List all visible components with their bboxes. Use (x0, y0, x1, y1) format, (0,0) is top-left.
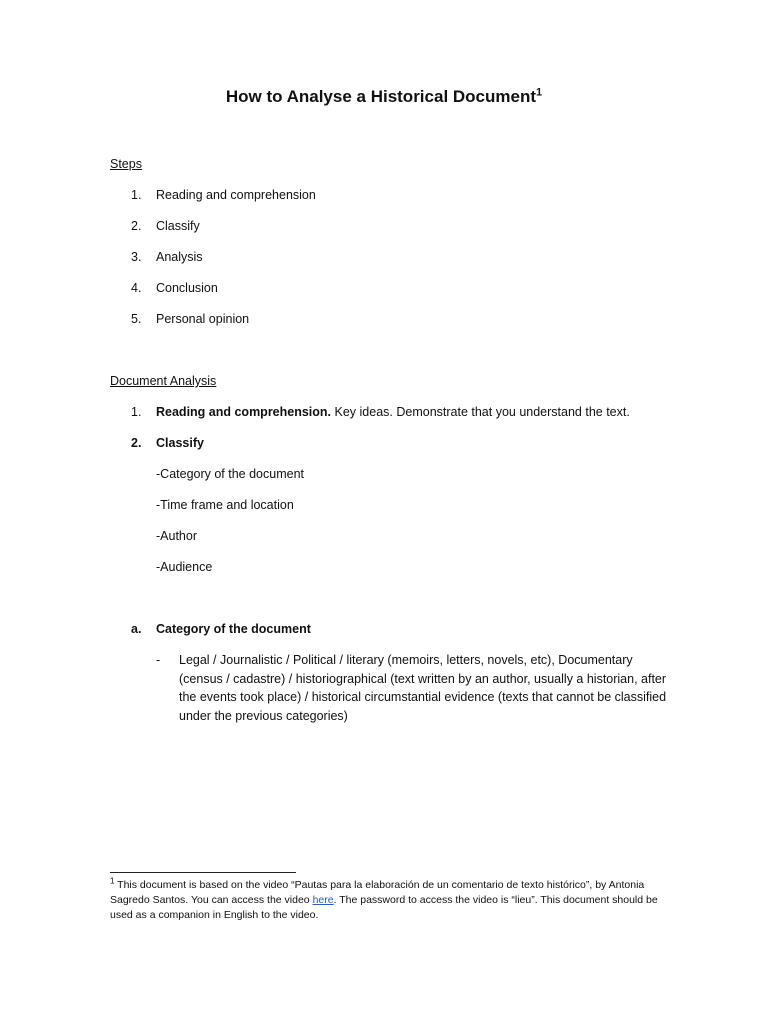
footnote-text-before-link: This document is based on the video “Pautas para la elaboración de un comentario de texto histórico”, by Antonia Sagredo Santos. You can access the video (110, 879, 645, 906)
category-bullet-dash: - (156, 653, 161, 667)
document-analysis-heading: Document Analysis (110, 374, 217, 388)
step-number: 3. (131, 250, 142, 264)
footnote-video-link[interactable]: here (312, 894, 334, 906)
step-item-analysis: Analysis (156, 250, 203, 264)
footnote-marker: 1 (110, 876, 115, 886)
subsection-a-label: a. (131, 622, 142, 636)
analysis-number-1: 1. (131, 405, 142, 419)
analysis-item-reading-text: Key ideas. Demonstrate that you understand the text. (331, 405, 630, 419)
classify-subitem-audience: -Audience (156, 560, 213, 574)
footnote (110, 878, 670, 923)
step-item-personal-opinion: Personal opinion (156, 312, 250, 326)
title-footnote-marker: 1 (536, 86, 543, 99)
step-item-reading: Reading and comprehension (156, 188, 316, 202)
step-number: 2. (131, 219, 142, 233)
subsection-a-title: Category of the document (156, 622, 311, 636)
classify-subitem-timeframe: -Time frame and location (156, 498, 294, 512)
page-title (0, 87, 768, 107)
step-number: 4. (131, 281, 142, 295)
classify-subitem-category: -Category of the document (156, 467, 304, 481)
step-number: 1. (131, 188, 142, 202)
step-item-conclusion: Conclusion (156, 281, 218, 295)
analysis-item-reading-bold: Reading and comprehension. (156, 405, 332, 419)
title-text: How to Analyse a Historical Document (225, 87, 537, 106)
step-item-classify: Classify (156, 219, 200, 233)
analysis-item-classify: Classify (156, 436, 204, 450)
footnote-separator (110, 872, 296, 873)
step-number: 5. (131, 312, 142, 326)
analysis-item-reading (156, 405, 630, 420)
steps-heading: Steps (110, 157, 142, 171)
category-bullet-text: Legal / Journalistic / Political / literary (memoirs, letters, novels, etc), Documentary (census / cadastre) / historiographical (text written by an author, usually a historian, after the events took place) / historical circumstantial evidence (texts that cannot be classified under the previous categories) (179, 653, 667, 723)
classify-subitem-author: -Author (156, 529, 197, 543)
analysis-number-2: 2. (131, 436, 142, 450)
footnote-text-after-link: . The password to access the video is “lieu”. This document should be used as a companion in English to the video. (110, 894, 658, 921)
